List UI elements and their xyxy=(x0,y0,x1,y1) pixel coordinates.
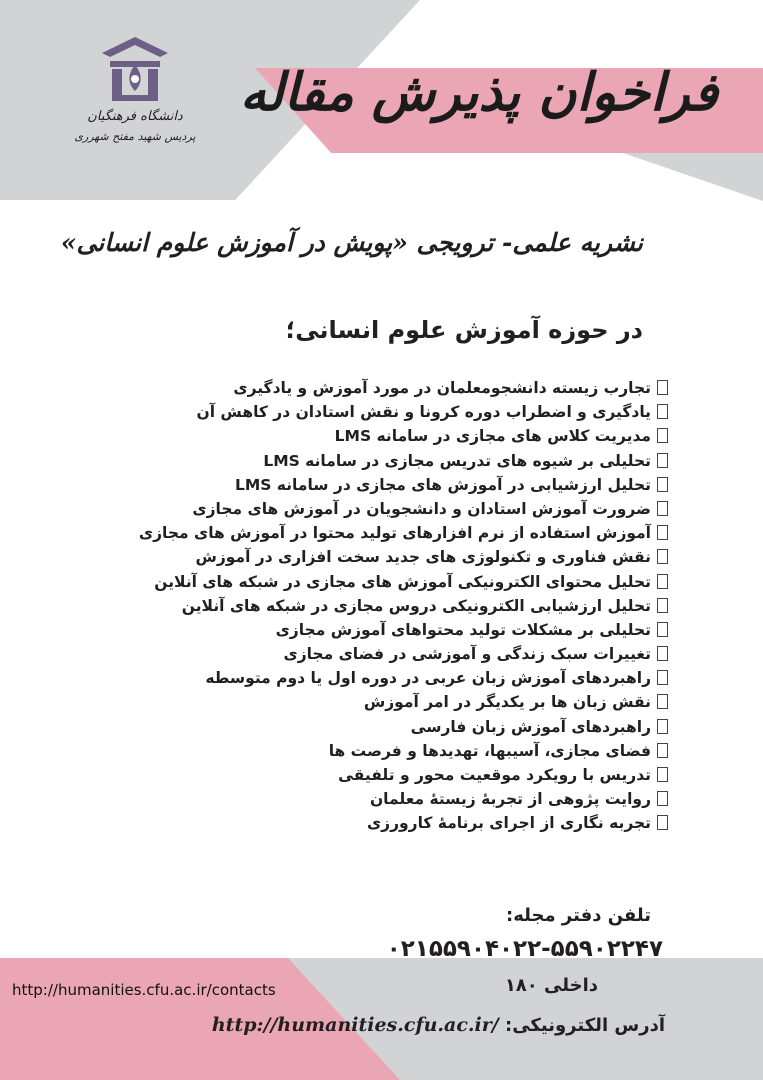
topic-text: یادگیری و اضطراب دوره کرونا و نقش استادان در کاهش آن xyxy=(196,403,651,422)
checkbox-icon xyxy=(657,380,668,395)
topic-text: نقش زبان ها بر یکدیگر در امر آموزش xyxy=(363,693,651,712)
phone-numbers: ۰۲۱۵۵۹۰۴۰۲۲-۵۵۹۰۲۲۴۷ xyxy=(386,936,663,962)
topic-item xyxy=(68,400,668,424)
topic-item xyxy=(68,473,668,497)
topic-item xyxy=(68,690,668,714)
checkbox-icon xyxy=(657,428,668,443)
logo-university-name: دانشگاه فرهنگیان xyxy=(87,109,183,124)
topic-item xyxy=(68,570,668,594)
topic-list xyxy=(68,376,668,836)
web-address xyxy=(212,1014,665,1036)
checkbox-icon xyxy=(657,598,668,613)
contacts-link[interactable]: http://humanities.cfu.ac.ir/contacts xyxy=(12,981,276,999)
topic-text: نقش فناوری و تکنولوژی های جدید سخت افزاری در آموزش xyxy=(195,548,651,567)
checkbox-icon xyxy=(657,574,668,589)
topic-item xyxy=(68,666,668,690)
topic-text: تجربه نگاری از اجرای برنامۀ کارورزی xyxy=(366,814,651,833)
checkbox-icon xyxy=(657,477,668,492)
topic-item xyxy=(68,715,668,739)
checkbox-icon xyxy=(657,719,668,734)
checkbox-icon xyxy=(657,767,668,782)
topic-item xyxy=(68,787,668,811)
web-address-label: آدرس الکترونیکی: xyxy=(505,1015,665,1036)
topic-item xyxy=(68,521,668,545)
topic-text: روایت پژوهی از تجربۀ زیستۀ معلمان xyxy=(369,790,651,809)
checkbox-icon xyxy=(657,501,668,516)
web-address-link[interactable]: http://humanities.cfu.ac.ir/ xyxy=(211,1014,499,1036)
topic-text: تحلیلی بر شیوه های تدریس مجازی در سامانه LMS xyxy=(263,451,651,470)
topic-item xyxy=(68,449,668,473)
journal-title: نشریه علمی- ترویجی «پویش در آموزش علوم انسانی» xyxy=(60,228,643,257)
phone-label: تلفن دفتر مجله: xyxy=(506,905,651,926)
topic-text: تدریس با رویکرد موقعیت محور و تلفیقی xyxy=(338,766,651,784)
checkbox-icon xyxy=(657,453,668,468)
logo-campus-name: پردیس شهید مفتح شهرری xyxy=(74,130,196,143)
topic-item xyxy=(68,642,668,666)
checkbox-icon xyxy=(657,791,668,806)
topic-item xyxy=(68,594,668,618)
topic-text: تحلیل محتوای الکترونیکی آموزش های مجازی در شبکه های آنلاین xyxy=(154,572,651,591)
topic-text: آموزش استفاده از نرم افزارهای تولید محتوا در آموزش های مجازی xyxy=(138,524,651,543)
checkbox-icon xyxy=(657,404,668,419)
university-emblem-icon xyxy=(98,35,172,105)
topic-text: تغییرات سبک زندگی و آموزشی در فضای مجازی xyxy=(283,645,651,664)
topic-text: تجارب زیسته دانشجومعلمان در مورد آموزش و یادگیری xyxy=(233,379,651,397)
checkbox-icon xyxy=(657,525,668,540)
top-right-gray-shape xyxy=(623,153,763,201)
topic-text: تحلیلی بر مشکلات تولید محتواهای آموزش مجازی xyxy=(275,620,651,639)
topic-text: تحلیل ارزشیابی در آموزش های مجازی در سامانه LMS xyxy=(234,475,651,494)
checkbox-icon xyxy=(657,670,668,685)
checkbox-icon xyxy=(657,743,668,758)
topic-item xyxy=(68,811,668,835)
topic-item xyxy=(68,739,668,763)
section-heading: در حوزه آموزش علوم انسانی؛ xyxy=(285,316,643,344)
topic-text: فضای مجازی، آسیبها، تهدیدها و فرصت ها xyxy=(328,741,651,760)
checkbox-icon xyxy=(657,622,668,637)
topic-item xyxy=(68,763,668,787)
topic-item xyxy=(68,497,668,521)
topic-text: راهبردهای آموزش زبان عربی در دوره اول یا دوم متوسطه xyxy=(205,669,651,688)
topic-text: ضرورت آموزش استادان و دانشجویان در آموزش های مجازی xyxy=(192,499,651,518)
topic-item xyxy=(68,618,668,642)
topic-text: راهبردهای آموزش زبان فارسی xyxy=(410,717,651,736)
topic-text: مدیریت کلاس های مجازی در سامانه LMS xyxy=(334,427,651,446)
topic-text: تحلیل ارزشیابی الکترونیکی دروس مجازی در شبکه های آنلاین xyxy=(181,596,651,615)
checkbox-icon xyxy=(657,646,668,661)
topic-item xyxy=(68,424,668,448)
banner-title: فراخوان پذیرش مقاله xyxy=(240,62,718,123)
checkbox-icon xyxy=(657,815,668,830)
checkbox-icon xyxy=(657,694,668,709)
phone-extension: داخلی ۱۸۰ xyxy=(504,975,598,996)
checkbox-icon xyxy=(657,549,668,564)
topic-item xyxy=(68,376,668,400)
university-logo xyxy=(70,35,200,170)
topic-item xyxy=(68,545,668,569)
